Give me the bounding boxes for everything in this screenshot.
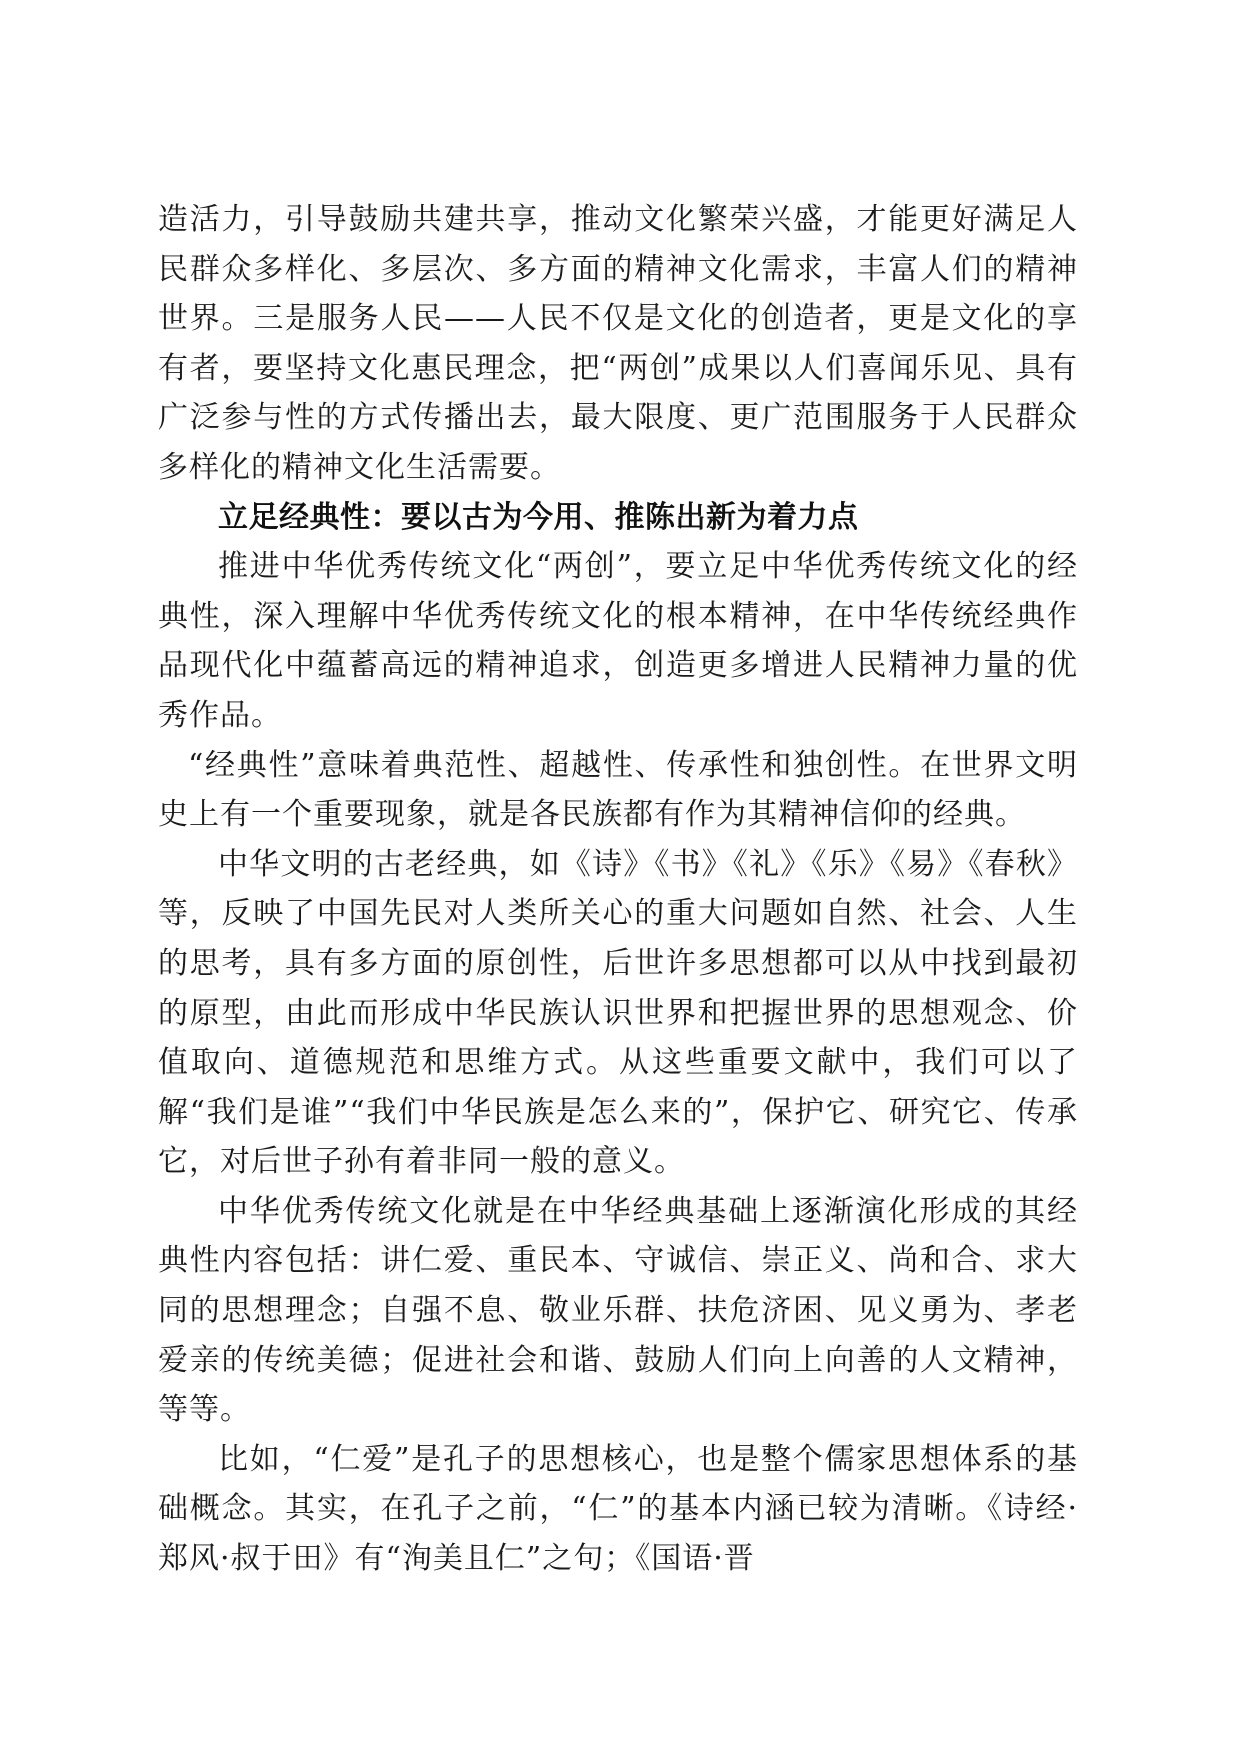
paragraph-continued: 造活力，引导鼓励共建共享，推动文化繁荣兴盛，才能更好满足人民群众多样化、多层次、多方面的精神文化需求，丰富人们的精神世界。三是服务人民——人民不仅是文化的创造者，更是文化的享有者，要坚持文化惠民理念，把“两创”成果以人们喜闻乐见、具有广泛参与性的方式传播出去，最大限度、更广范围服务于人民群众多样化的精神文化生活需要。 <box>158 202 1078 485</box>
paragraph: 中华文明的古老经典，如《诗》《书》《礼》《乐》《易》《春秋》等，反映了中国先民对人类所关心的重大问题如自然、社会、人生的思考，具有多方面的原创性，后世许多思想都可以从中找到最初的原型，由此而形成中华民族认识世界和把握世界的思想观念、价值取向、道德规范和思维方式。从这些重要文献中，我们可以了解“我们是谁”“我们中华民族是怎么来的”，保护它、研究它、传承它，对后世子孙有着非同一般的意义。 <box>158 846 1078 1180</box>
section-heading: 立足经典性：要以古为今用、推陈出新为着力点 <box>218 499 859 535</box>
paragraph: 推进中华优秀传统文化“两创”，要立足中华优秀传统文化的经典性，深入理解中华优秀传统文化的根本精神，在中华传统经典作品现代化中蕴蓄高远的精神追求，创造更多增进人民精神力量的优秀作品。 <box>158 549 1078 733</box>
paragraph: 比如，“仁爱”是孔子的思想核心，也是整个儒家思想体系的基础概念。其实，在孔子之前，“仁”的基本内涵已较为清晰。《诗经·郑风·叔于田》有“洵美且仁”之句；《国语·晋 <box>158 1441 1078 1577</box>
paragraph: “经典性”意味着典范性、超越性、传承性和独创性。在世界文明史上有一个重要现象，就是各民族都有作为其精神信仰的经典。 <box>158 747 1078 833</box>
document-body <box>158 195 1078 1584</box>
paragraph: 中华优秀传统文化就是在中华经典基础上逐渐演化形成的其经典性内容包括：讲仁爱、重民本、守诚信、崇正义、尚和合、求大同的思想理念；自强不息、敬业乐群、扶危济困、见义勇为、孝老爱亲的传统美德；促进社会和谐、鼓励人们向上向善的人文精神，等等。 <box>158 1193 1078 1428</box>
